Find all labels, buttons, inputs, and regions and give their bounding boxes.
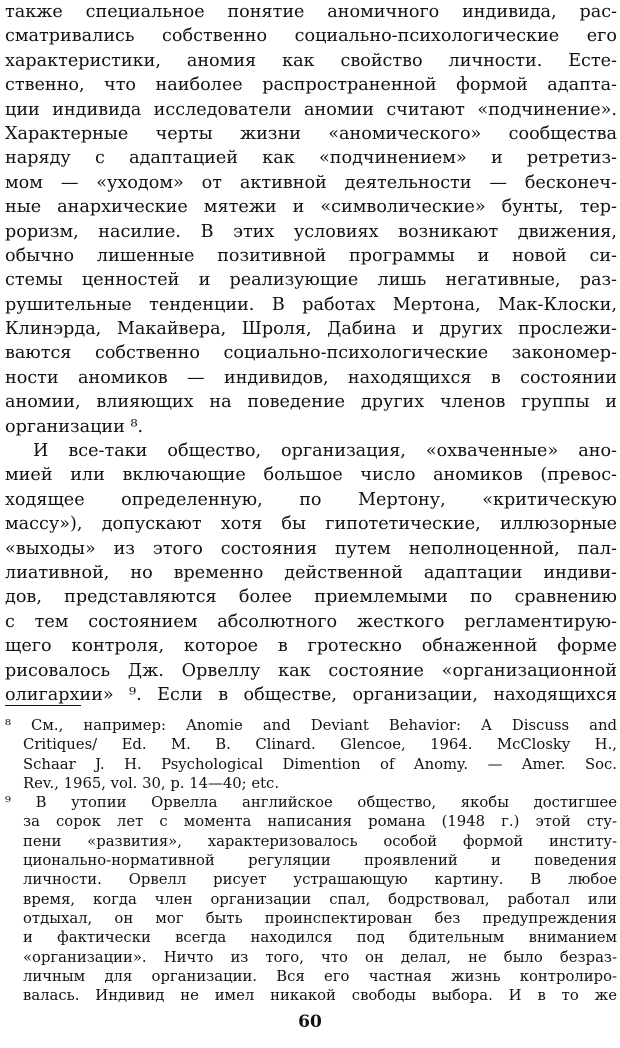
footnote-line: и фактически всегда находился под бдительным вниманием xyxy=(23,929,617,947)
footnote-line: ционально-нормативной регуляции проявлений и поведения xyxy=(23,852,617,870)
main-text-line: сматривались собственно социально-психологические его xyxy=(5,26,617,47)
main-text-line: ности аномиков — индивидов, находящихся в состоянии xyxy=(5,367,617,388)
footnote-line: личным для организации. Вся его частная жизнь контролиро- xyxy=(23,967,617,985)
footnote-line: ⁸ См., например: Anomie and Deviant Behavior: A Discuss and xyxy=(5,717,617,734)
footnote-line: пени «развития», характеризовалось особой формой институ- xyxy=(23,832,617,850)
main-text-line: характеристики, аномия как свойство личности. Есте- xyxy=(5,50,617,71)
main-text-line: олигархии» ⁹. Если в обществе, организации, находящихся xyxy=(5,684,617,705)
main-text-line: ственно, что наиболее распространенной формой адапта- xyxy=(5,75,617,96)
footnote-line: отдыхал, он мог быть проинспектирован без предупреждения xyxy=(23,909,617,927)
main-text-line: лиативной, но временно действенной адаптации индиви- xyxy=(5,562,617,583)
footnote-line: ⁹ В утопии Орвелла английское общество, якобы достигшее xyxy=(5,794,617,812)
main-text-line: мией или включающие большое число аномиков (превос- xyxy=(5,465,617,486)
main-text-line: Характерные черты жизни «аномического» сообщества xyxy=(5,123,617,144)
main-text-line: роризм, насилие. В этих условиях возникают движения, xyxy=(5,221,617,242)
main-text-line: «выходы» из этого состояния путем неполноценной, пал- xyxy=(5,538,617,559)
main-text-line: ные анархические мятежи и «символические» бунты, тер- xyxy=(5,197,617,218)
main-text-line: массу»), допускают хотя бы гипотетические, иллюзорные xyxy=(5,514,617,535)
footnote-line: «организации». Ничто из того, что он делал, не было безраз- xyxy=(23,948,617,966)
main-text-line: с тем состоянием абсолютного жесткого регламентирую- xyxy=(5,611,617,632)
main-text-line: ваются собственно социально-психологические закономер- xyxy=(5,343,617,364)
main-text-line: Клинэрда, Макайвера, Шроля, Дабина и других прослежи- xyxy=(5,319,617,340)
footnotes xyxy=(5,716,617,1005)
main-text-line: ходящее определенную, по Мертону, «критическую xyxy=(5,489,617,510)
main-text-line: ции индивида исследователи аномии считают «подчинение». xyxy=(5,99,617,120)
main-text-line: дов, представляются более приемлемыми по сравнению xyxy=(5,587,617,608)
main-text-line: И все-таки общество, организация, «охваченные» ано- xyxy=(33,441,617,462)
footnote-line: Critiques/ Ed. M. B. Clinard. Glencoe, 1964. McClosky H., xyxy=(23,736,617,754)
main-text-line: наряду с адаптацией как «подчинением» и ретретиз- xyxy=(5,148,617,169)
main-text-line: рушительные тенденции. В работах Мертона, Мак-Клоски, xyxy=(5,294,617,315)
main-text-line: также специальное понятие аномичного индивида, рас- xyxy=(5,2,617,22)
main-text-line: обычно лишенные позитивной программы и новой си- xyxy=(5,245,617,266)
footnote-line: за сорок лет с момента написания романа (1948 г.) этой сту- xyxy=(23,813,617,831)
main-text xyxy=(5,0,617,707)
main-text-line: мом — «уходом» от активной деятельности — бесконеч- xyxy=(5,172,617,193)
main-text-line: рисовалось Дж. Орвеллу как состояние «организационной xyxy=(5,660,617,681)
page-number: 60 xyxy=(298,1012,322,1032)
footnote-line: личности. Орвелл рисует устрашающую картину. В любое xyxy=(23,871,617,889)
footnote-line: время, когда член организации спал, бодрствовал, работал или xyxy=(23,890,617,908)
footnote-line: Schaar J. H. Psychological Dimention of Anomy. — Amer. Soc. xyxy=(23,755,617,773)
footnote-line: валась. Индивид не имел никакой свободы выбора. И в то же xyxy=(23,987,617,1005)
footnote-line: Rev., 1965, vol. 30, p. 14—40; etc. xyxy=(23,774,280,792)
main-text-line: аномии, влияющих на поведение других членов группы и xyxy=(5,392,617,413)
main-text-line: стемы ценностей и реализующие лишь негативные, раз- xyxy=(5,270,617,291)
main-text-line: щего контроля, которое в гротескно обнаженной форме xyxy=(5,636,617,657)
footnote-separator xyxy=(5,705,81,706)
main-text-line: организации ⁸. xyxy=(5,416,144,437)
